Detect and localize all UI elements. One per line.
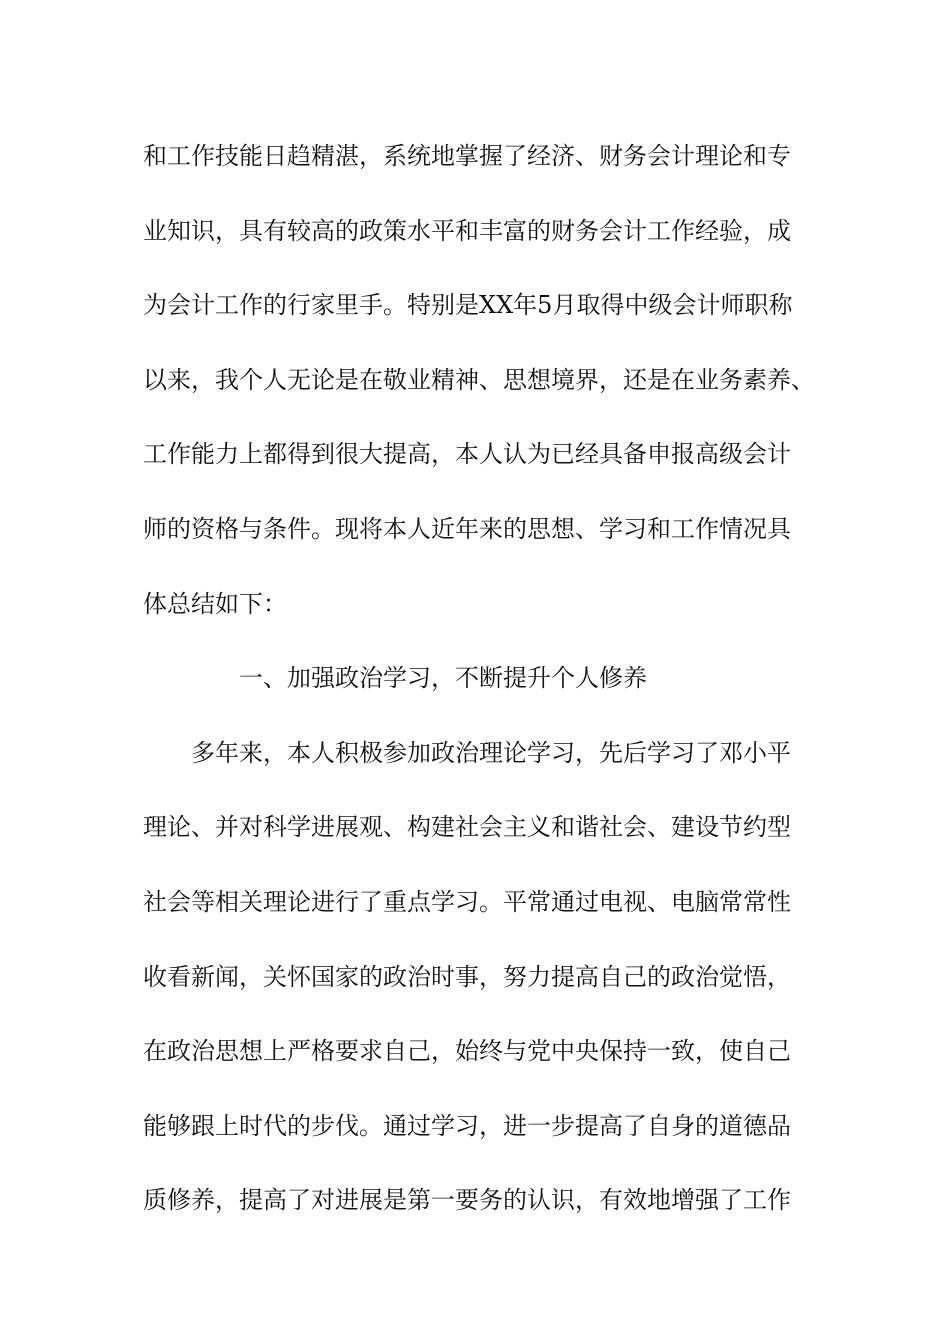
text-line: 师的资格与条件。现将本人近年来的思想、学习和工作情况具 [143, 514, 791, 543]
text-line: 为会计工作的行家里手。特别是XX年5月取得中级会计师职称 [143, 291, 793, 320]
text-line: 以来，我个人无论是在敬业精神、思想境界，还是在业务素养、 [143, 365, 815, 394]
text-line: 体总结如下： [143, 589, 287, 618]
paragraph-first-line: 多年来，本人积极参加政治理论学习，先后学习了邓小平 [191, 738, 791, 767]
text-line: 工作能力上都得到很大提高，本人认为已经具备申报高级会计 [143, 440, 791, 469]
text-line: 质修养，提高了对进展是第一要务的认识，有效地增强了工作 [143, 1186, 791, 1215]
text-line: 能够跟上时代的步伐。通过学习，进一步提高了自身的道德品 [143, 1111, 791, 1140]
body-text [143, 132, 823, 1251]
section-heading: 一、加强政治学习，不断提升个人修养 [239, 664, 647, 693]
text-line: 社会等相关理论进行了重点学习。平常通过电视、电脑常常性 [143, 887, 791, 916]
text-line: 理论、并对科学进展观、构建社会主义和谐社会、建设节约型 [143, 813, 791, 842]
text-line: 收看新闻，关怀国家的政治时事，努力提高自己的政治觉悟， [143, 962, 791, 991]
text-line: 业知识，具有较高的政策水平和丰富的财务会计工作经验，成 [143, 216, 791, 245]
text-line: 和工作技能日趋精湛，系统地掌握了经济、财务会计理论和专 [143, 142, 791, 170]
text-line: 在政治思想上严格要求自己，始终与党中央保持一致，使自己 [143, 1037, 791, 1066]
